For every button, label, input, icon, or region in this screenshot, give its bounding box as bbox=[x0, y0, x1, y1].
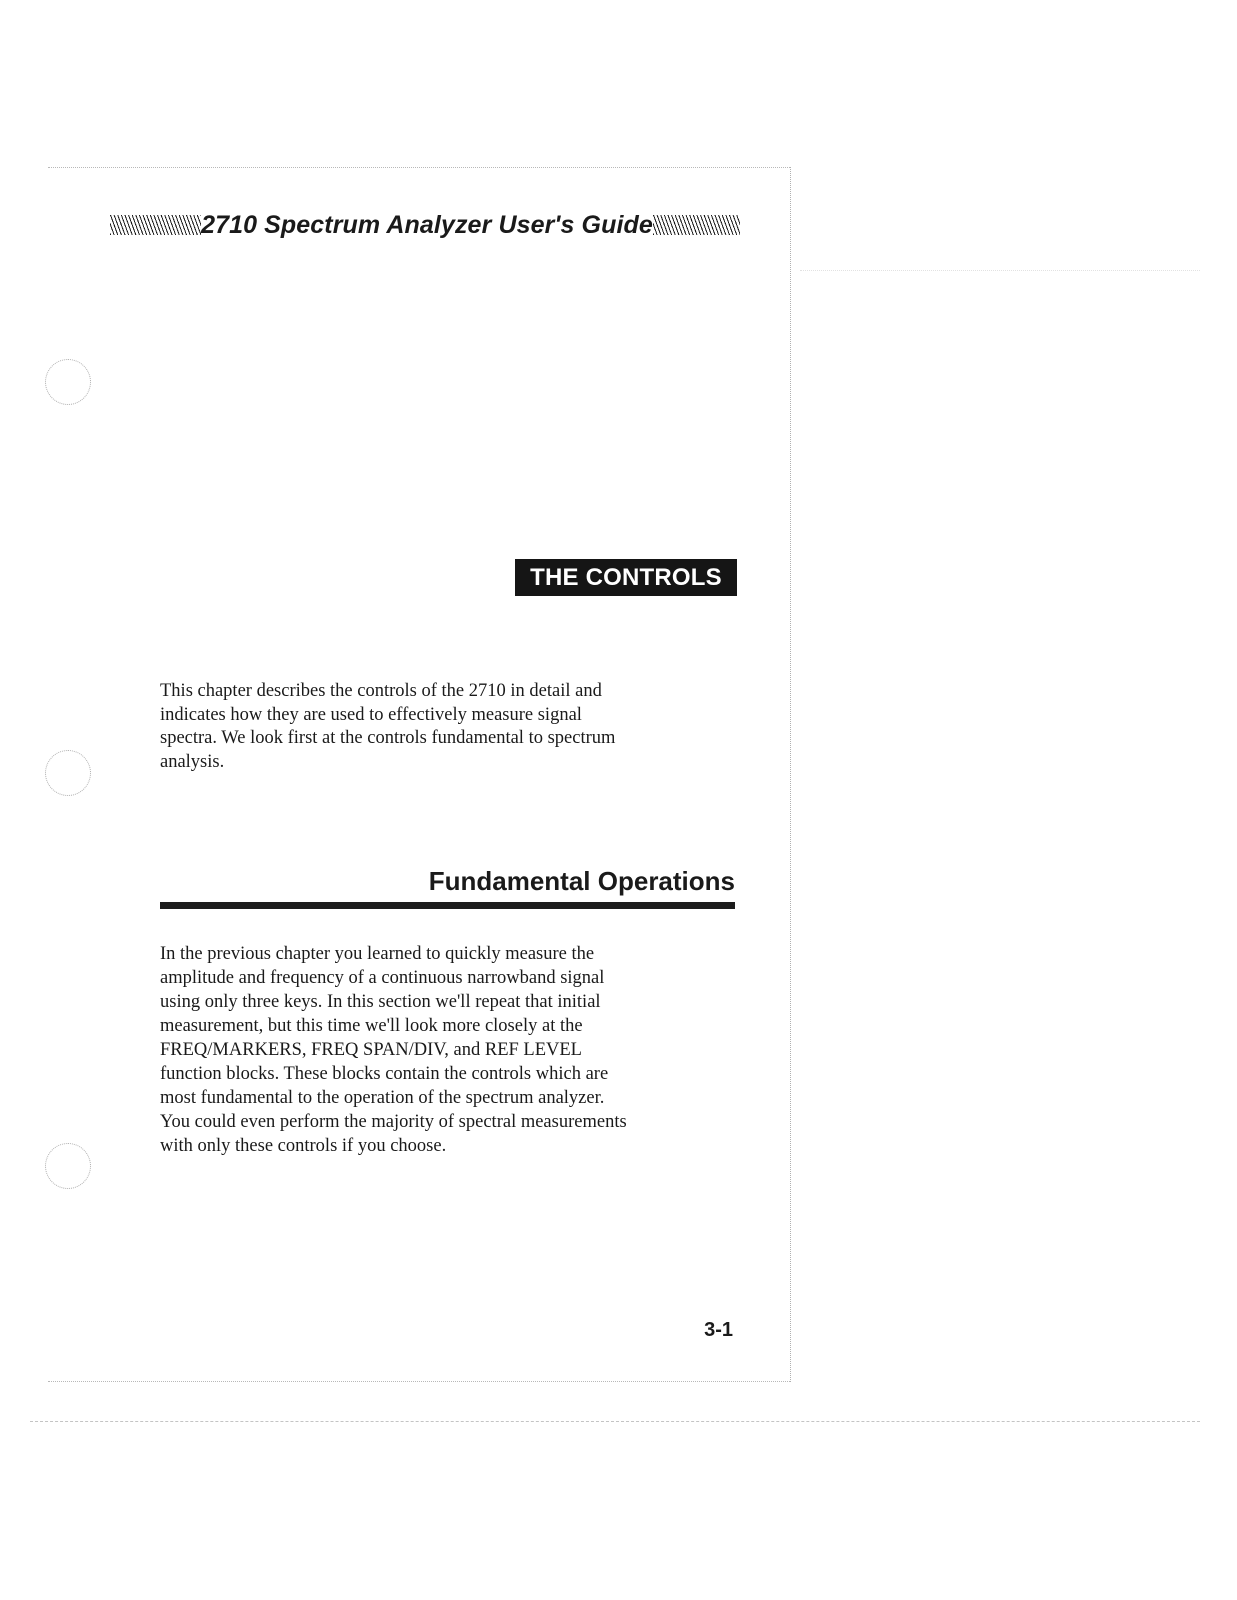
scan-artifact-line bbox=[800, 270, 1200, 271]
section-heading: Fundamental Operations bbox=[428, 866, 735, 896]
section-rule bbox=[160, 902, 735, 909]
intro-line: spectra. We look first at the controls fundamental to spectrum bbox=[160, 728, 616, 748]
page-edge-bottom bbox=[48, 1381, 790, 1382]
page-edge-right bbox=[790, 167, 791, 1382]
paragraph-line: In the previous chapter you learned to quickly measure the bbox=[160, 944, 595, 964]
paragraph-line: most fundamental to the operation of the spectrum analyzer. bbox=[160, 1088, 605, 1108]
paragraph-line: using only three keys. In this section we'll repeat that initial bbox=[160, 992, 601, 1012]
page-edge-top bbox=[48, 167, 790, 168]
paragraph-line: FREQ/MARKERS, FREQ SPAN/DIV, and REF LEVEL bbox=[160, 1040, 582, 1060]
hatch-decoration-right bbox=[653, 215, 740, 235]
header-title: 2710 Spectrum Analyzer User's Guide bbox=[201, 210, 653, 239]
intro-paragraph bbox=[160, 680, 700, 774]
paragraph-line: function blocks. These blocks contain the controls which are bbox=[160, 1064, 609, 1084]
paragraph-line: with only these controls if you choose. bbox=[160, 1136, 447, 1156]
paragraph-line: amplitude and frequency of a continuous narrowband signal bbox=[160, 968, 605, 988]
page-number: 3-1 bbox=[704, 1319, 733, 1341]
chapter-title-badge: THE CONTROLS bbox=[515, 559, 737, 596]
intro-line: This chapter describes the controls of the 2710 in detail and bbox=[160, 681, 602, 701]
running-header bbox=[110, 208, 740, 242]
intro-line: analysis. bbox=[160, 751, 225, 772]
punch-hole bbox=[45, 1143, 91, 1189]
paragraph-line: You could even perform the majority of spectral measurements bbox=[160, 1112, 627, 1132]
punch-hole bbox=[45, 750, 91, 796]
paragraph-line: measurement, but this time we'll look more closely at the bbox=[160, 1016, 583, 1036]
punch-hole bbox=[45, 359, 91, 405]
scan-edge-line bbox=[30, 1421, 1200, 1422]
section-paragraph bbox=[160, 942, 720, 1158]
hatch-decoration-left bbox=[110, 215, 201, 235]
intro-line: indicates how they are used to effectively measure signal bbox=[160, 704, 582, 725]
